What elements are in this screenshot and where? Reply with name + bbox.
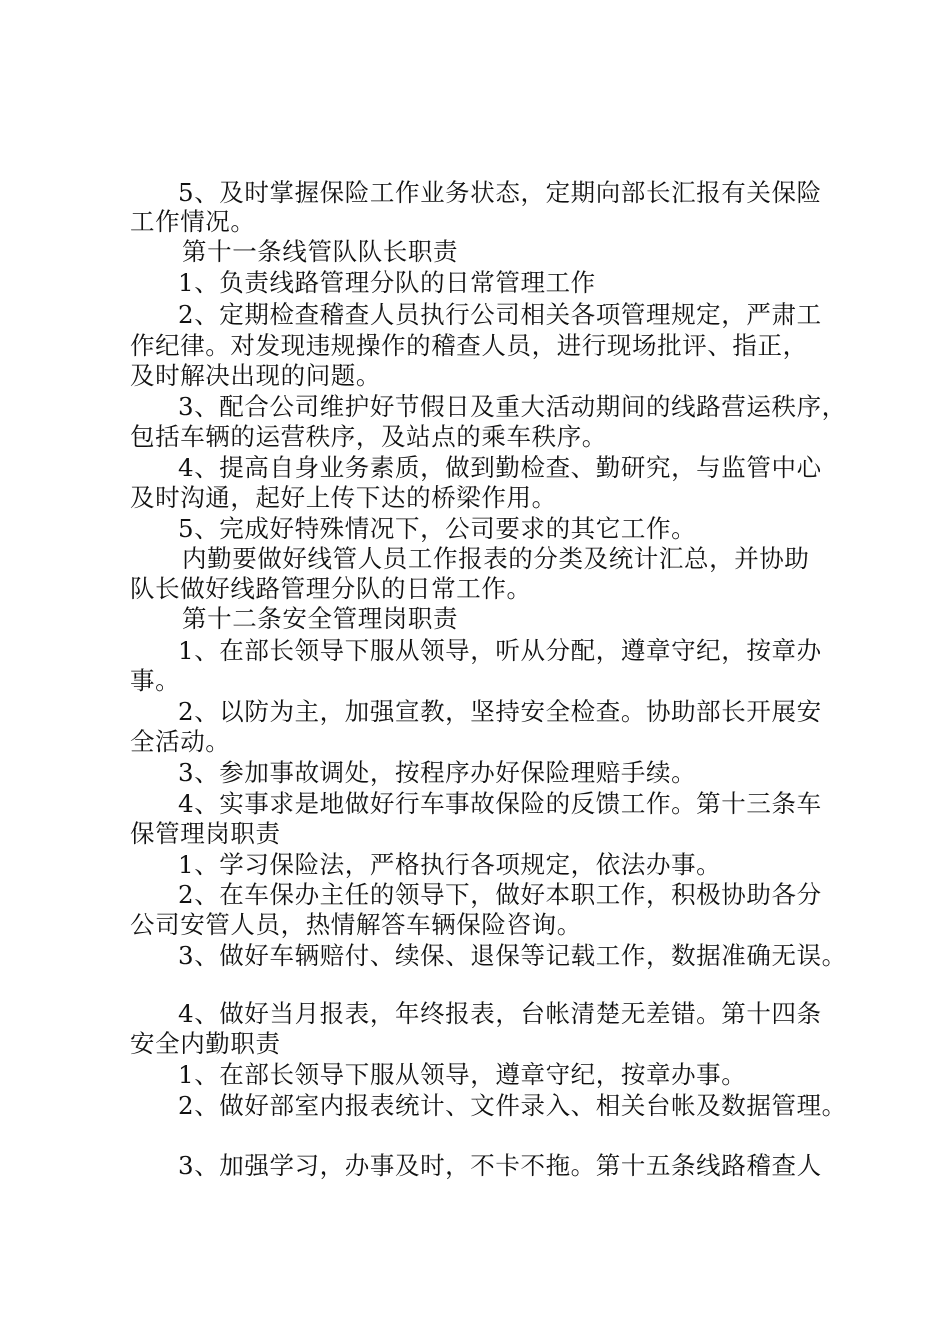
text-line: 3、配合公司维护好节假日及重大活动期间的线路营运秩序，: [178, 392, 847, 421]
text-line: 包括车辆的运营秩序，及站点的乘车秩序。: [130, 422, 607, 451]
text-line: 队长做好线路管理分队的日常工作。: [130, 574, 532, 603]
section-heading: 第十二条安全管理岗职责: [182, 604, 459, 633]
text-line: 3、加强学习，办事及时，不卡不拖。第十五条线路稽查人: [178, 1151, 822, 1180]
text-line: 作纪律。对发现违规操作的稽查人员，进行现场批评、指正，: [130, 331, 808, 360]
text-line: 及时沟通，起好上传下达的桥梁作用。: [130, 483, 557, 512]
text-line: 工作情况。: [130, 207, 256, 236]
text-line: 4、做好当月报表，年终报表，台帐清楚无差错。第十四条: [178, 999, 822, 1028]
text-line: 5、完成好特殊情况下，公司要求的其它工作。: [178, 514, 697, 543]
text-line: 2、做好部室内报表统计、文件录入、相关台帐及数据管理。: [178, 1091, 847, 1120]
text-line: 5、及时掌握保险工作业务状态，定期向部长汇报有关保险: [178, 178, 822, 207]
text-line: 2、以防为主，加强宣教，坚持安全检查。协助部长开展安: [178, 697, 822, 726]
text-line: 4、实事求是地做好行车事故保险的反馈工作。第十三条车: [178, 789, 822, 818]
text-line: 3、做好车辆赔付、续保、退保等记载工作，数据准确无误。: [178, 941, 847, 970]
text-line: 1、在部长领导下服从领导，听从分配，遵章守纪，按章办: [178, 636, 822, 665]
text-line: 内勤要做好线管人员工作报表的分类及统计汇总，并协助: [182, 544, 810, 573]
text-line: 安全内勤职责: [130, 1029, 281, 1058]
text-line: 及时解决出现的问题。: [130, 361, 381, 390]
text-line: 保管理岗职责: [130, 819, 281, 848]
text-line: 事。: [130, 666, 181, 695]
text-line: 3、参加事故调处，按程序办好保险理赔手续。: [178, 758, 697, 787]
text-line: 4、提高自身业务素质，做到勤检查、勤研究，与监管中心: [178, 453, 822, 482]
text-line: 1、学习保险法，严格执行各项规定，依法办事。: [178, 850, 722, 879]
section-heading: 第十一条线管队队长职责: [182, 237, 459, 266]
text-line: 2、在车保办主任的领导下，做好本职工作，积极协助各分: [178, 880, 822, 909]
text-line: 1、在部长领导下服从领导，遵章守纪，按章办事。: [178, 1060, 747, 1089]
text-line: 公司安管人员，热情解答车辆保险咨询。: [130, 910, 582, 939]
text-line: 2、定期检查稽查人员执行公司相关各项管理规定，严肃工: [178, 300, 822, 329]
text-line: 全活动。: [130, 727, 231, 756]
text-line: 1、负责线路管理分队的日常管理工作: [178, 268, 596, 297]
